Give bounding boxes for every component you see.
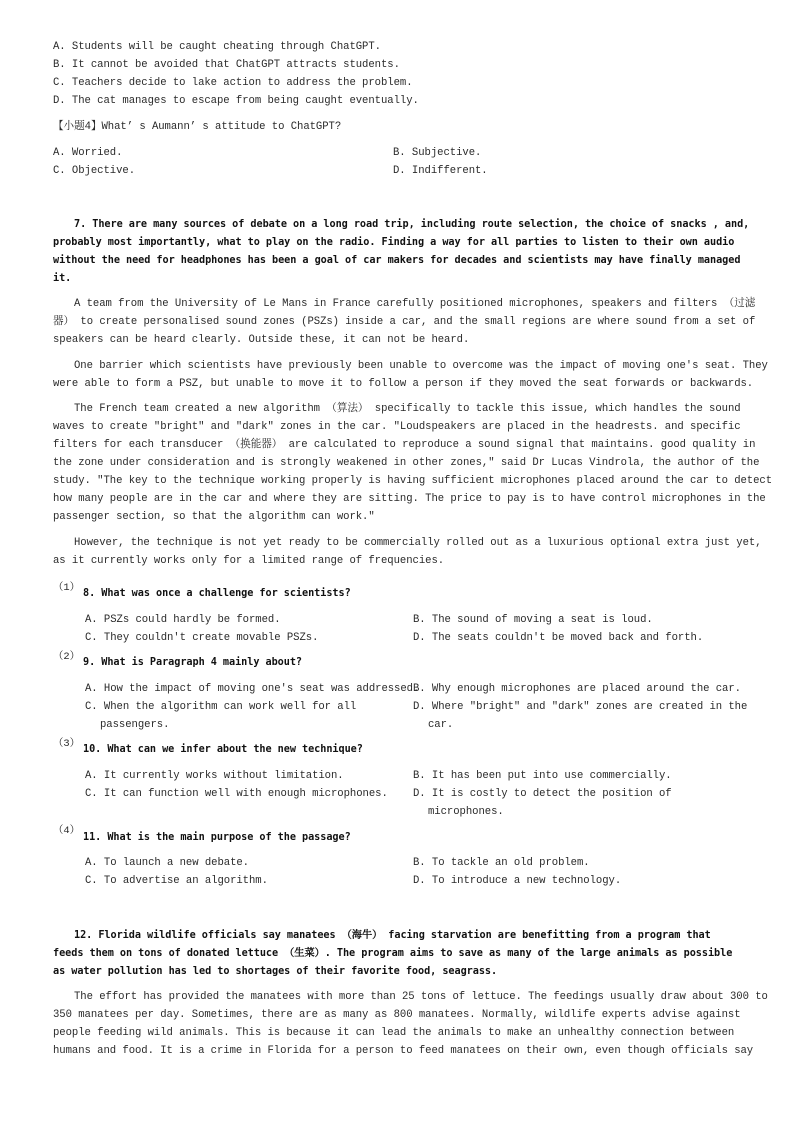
option-d: D. To introduce a new technology. <box>413 875 622 887</box>
q4-option-a: A. Worried. <box>53 147 123 159</box>
option-b: B. To tackle an old problem. <box>413 857 590 869</box>
passage7-p4-line: However, the technique is not yet ready to be commercially rolled out as a luxurious optional extra just yet, <box>74 537 762 549</box>
passage7-p3-line: The French team created a new algorithm （算法） specifically to tackle this issue, which handles the sound <box>74 403 741 415</box>
passage7-p1-line: A team from the University of Le Mans in France carefully positioned microphones, speakers and filters （过滤 <box>74 298 756 310</box>
passage12-p1-line: humans and food. It is a crime in Florida for a person to feed manatees on their own, even though officials say <box>53 1045 754 1057</box>
option-d-continued: microphones. <box>428 806 504 818</box>
q4-stem: 【小题4】What’ s Aumann’ s attitude to ChatGPT? <box>53 121 342 133</box>
q3-option-a: A. Students will be caught cheating through ChatGPT. <box>53 41 381 53</box>
option-d: D. The seats couldn't be moved back and forth. <box>413 632 704 644</box>
option-c: C. They couldn't create movable PSZs. <box>85 632 319 644</box>
question-stem: 9. What is Paragraph 4 mainly about? <box>83 657 303 668</box>
passage12-intro-line: 12. Florida wildlife officials say manatees （海牛） facing starvation are benefitting from a program that <box>74 930 711 941</box>
passage7-intro-line: 7. There are many sources of debate on a long road trip, including route selection, the choice of snacks , and, <box>74 219 750 230</box>
option-a: A. To launch a new debate. <box>85 857 249 869</box>
passage7-p1-line: speakers can be heard clearly. Outside these, it can not be heard. <box>53 334 470 346</box>
option-d: D. Where "bright" and "dark" zones are created in the <box>413 701 748 713</box>
passage7-intro-line: without the need for headphones has been a goal of car makers for decades and scientists may have finally managed <box>53 255 741 266</box>
option-a: A. PSZs could hardly be formed. <box>85 614 281 626</box>
option-d: D. It is costly to detect the position of <box>413 788 672 800</box>
question-number: （1） <box>53 582 81 594</box>
q3-option-d: D. The cat manages to escape from being caught eventually. <box>53 95 419 107</box>
q3-option-c: C. Teachers decide to lake action to address the problem. <box>53 77 413 89</box>
q4-option-d: D. Indifferent. <box>393 165 488 177</box>
question-number: （2） <box>53 651 81 663</box>
passage7-p2-line: One barrier which scientists have previously been unable to overcome was the impact of moving one's seat. They <box>74 360 768 372</box>
question-number: （3） <box>53 738 81 750</box>
passage12-p1-line: The effort has provided the manatees with more than 25 tons of lettuce. The feedings usually draw about 300 to <box>74 991 768 1003</box>
q3-option-b: B. It cannot be avoided that ChatGPT attracts students. <box>53 59 400 71</box>
passage12-p1-line: people feeding wild animals. This is because it can lead the animals to make an unhealthy connection between <box>53 1027 735 1039</box>
question-stem: 10. What can we infer about the new technique? <box>83 744 363 755</box>
passage7-p1-line: 器） to create personalised sound zones (PSZs) inside a car, and the small regions are where sound from a set of <box>53 316 756 328</box>
passage12-intro-line: feeds them on tons of donated lettuce （生菜）. The program aims to save as many of the large animals as possible <box>53 948 733 959</box>
option-a: A. How the impact of moving one's seat was addressed. <box>85 683 420 695</box>
passage7-p3-line: study. "The key to the technique working properly is having sufficient microphones placed around the car to detect <box>53 475 773 487</box>
passage12-p1-line: 350 manatees per day. Sometimes, there are as many as 800 manatees. Normally, wildlife experts advise against <box>53 1009 741 1021</box>
passage7-p3-line: waves to create "bright" and "dark" zones in the car. "Loudspeakers are placed in the headrests. and specific <box>53 421 741 433</box>
passage7-p3-line: the zone under consideration and is strongly weakened in other zones," said Dr Lucas Vindrola, the author of the <box>53 457 760 469</box>
option-b: B. Why enough microphones are placed around the car. <box>413 683 741 695</box>
passage7-p4-line: as it currently works only for a limited range of frequencies. <box>53 555 445 567</box>
option-c: C. It can function well with enough microphones. <box>85 788 388 800</box>
passage7-p2-line: were able to form a PSZ, but unable to move it to follow a person if they moved the seat forwards or backwards. <box>53 378 754 390</box>
option-a: A. It currently works without limitation. <box>85 770 344 782</box>
q4-option-c: C. Objective. <box>53 165 135 177</box>
option-c-continued: passengers. <box>100 719 170 731</box>
q4-option-b: B. Subjective. <box>393 147 482 159</box>
passage12-intro-line: as water pollution has led to shortages of their favorite food, seagrass. <box>53 966 498 977</box>
option-c: C. To advertise an algorithm. <box>85 875 268 887</box>
question-number: （4） <box>53 825 81 837</box>
passage7-p3-line: how many people are in the car and where they are sitting. The price to pay is to have control microphones in the <box>53 493 766 505</box>
option-d-continued: car. <box>428 719 454 731</box>
option-b: B. The sound of moving a seat is loud. <box>413 614 653 626</box>
passage7-p3-line: filters for each transducer （换能器） are calculated to reproduce a sound signal that maintains. good quality in <box>53 439 756 451</box>
question-stem: 8. What was once a challenge for scientists? <box>83 588 351 599</box>
question-stem: 11. What is the main purpose of the passage? <box>83 832 351 843</box>
option-c: C. When the algorithm can work well for all <box>85 701 357 713</box>
passage7-p3-line: passenger section, so that the algorithm can work." <box>53 511 375 523</box>
option-b: B. It has been put into use commercially. <box>413 770 672 782</box>
passage7-intro-line: it. <box>53 273 72 284</box>
passage7-intro-line: probably most importantly, what to play on the radio. Finding a way for all parties to listen to their own audio <box>53 237 735 248</box>
